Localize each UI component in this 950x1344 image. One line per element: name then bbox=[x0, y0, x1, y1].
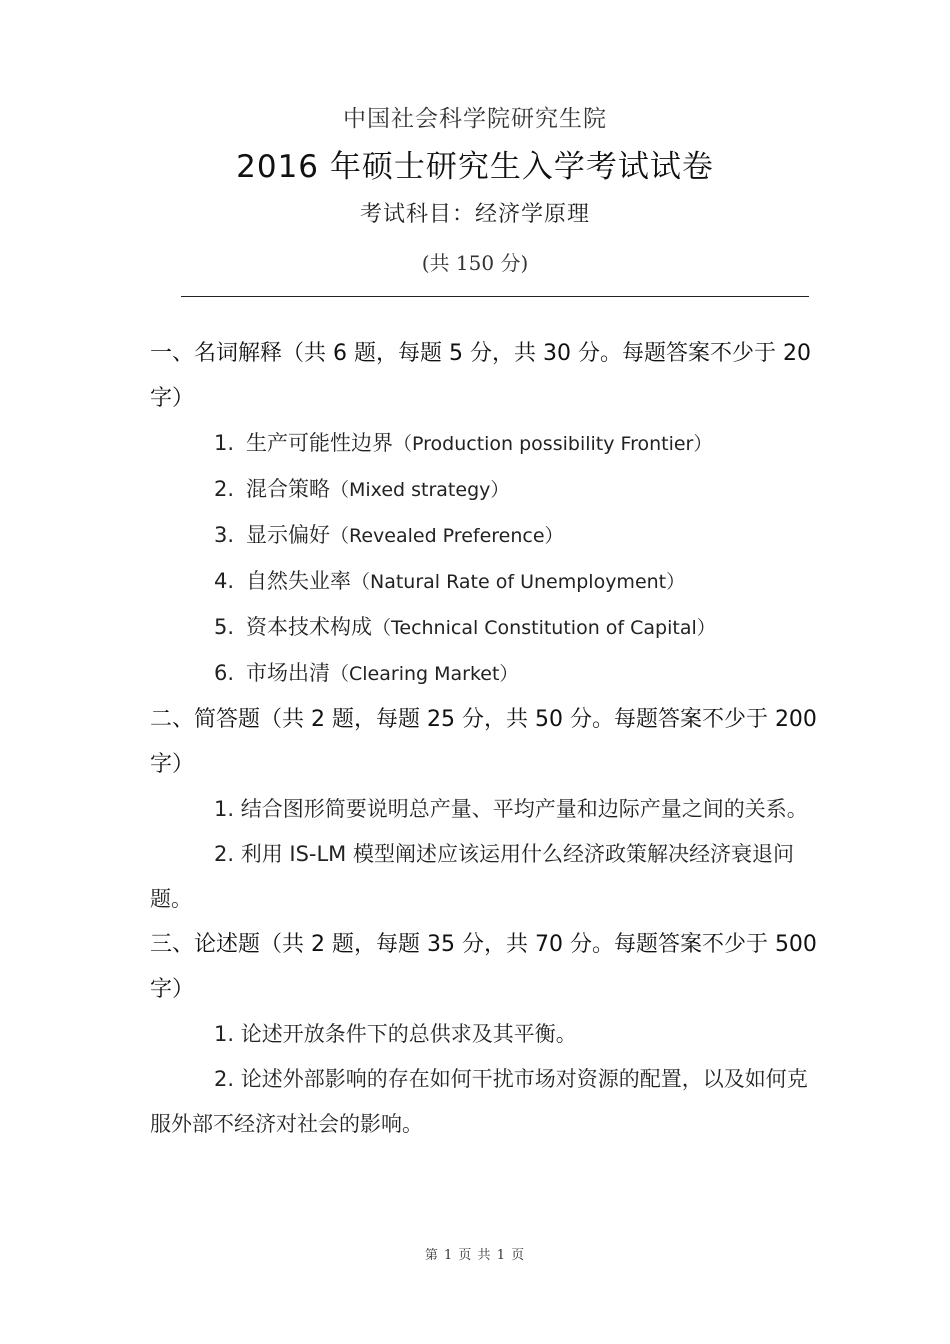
term-en: （Production possibility Frontier） bbox=[393, 433, 713, 455]
question-index: 5. bbox=[214, 615, 235, 639]
section-terms bbox=[150, 331, 818, 697]
total-score: (共 150 分) bbox=[421, 251, 529, 275]
question-item bbox=[150, 651, 818, 697]
question-index: 6. bbox=[214, 661, 235, 685]
section-heading: 一、名词解释（共 6 题，每题 5 分，共 30 分。每题答案不少于 20 字） bbox=[150, 341, 811, 411]
term-en: （Natural Rate of Unemployment） bbox=[351, 571, 686, 593]
section-heading: 二、简答题（共 2 题，每题 25 分，共 50 分。每题答案不少于 200 字） bbox=[150, 707, 817, 777]
term-en: （Revealed Preference） bbox=[330, 525, 564, 547]
term-en: （Technical Constitution of Capital） bbox=[372, 617, 716, 639]
question-item bbox=[150, 559, 818, 605]
question-item bbox=[150, 605, 818, 651]
question-item bbox=[150, 421, 818, 467]
exam-title: 2016 年硕士研究生入学考试试卷 bbox=[236, 149, 714, 185]
question-item bbox=[150, 513, 818, 559]
term-zh: 显示偏好 bbox=[246, 523, 330, 547]
question-item: 1. 结合图形简要说明总产量、平均产量和边际产量之间的关系。 bbox=[214, 797, 808, 821]
term-zh: 市场出清 bbox=[246, 661, 330, 685]
institution-name: 中国社会科学院研究生院 bbox=[343, 106, 607, 132]
header-divider bbox=[181, 296, 809, 297]
term-zh: 混合策略 bbox=[246, 477, 330, 501]
question-index: 4. bbox=[214, 569, 235, 593]
term-zh: 生产可能性边界 bbox=[246, 431, 393, 455]
question-item: 1. 论述开放条件下的总供求及其平衡。 bbox=[214, 1022, 577, 1046]
page-footer: 第 1 页 共 1 页 bbox=[424, 1248, 526, 1263]
term-zh: 自然失业率 bbox=[246, 569, 351, 593]
section-short-answer bbox=[150, 697, 818, 922]
question-index: 1. bbox=[214, 431, 235, 455]
section-heading: 三、论述题（共 2 题，每题 35 分，共 70 分。每题答案不少于 500 字） bbox=[150, 932, 817, 1002]
question-index: 2. bbox=[214, 477, 235, 501]
question-item: 2. 利用 IS-LM 模型阐述应该运用什么经济政策解决经济衰退问题。 bbox=[150, 842, 794, 911]
section-essay bbox=[150, 922, 818, 1147]
term-zh: 资本技术构成 bbox=[246, 615, 372, 639]
exam-content bbox=[150, 331, 818, 1147]
question-index: 3. bbox=[214, 523, 235, 547]
term-en: （Mixed strategy） bbox=[330, 479, 510, 501]
question-item: 2. 论述外部影响的存在如何干扰市场对资源的配置，以及如何克服外部不经济对社会的影响。 bbox=[150, 1067, 808, 1136]
question-item bbox=[150, 467, 818, 513]
exam-subject: 考试科目：经济学原理 bbox=[359, 202, 590, 227]
term-en: （Clearing Market） bbox=[330, 663, 519, 685]
